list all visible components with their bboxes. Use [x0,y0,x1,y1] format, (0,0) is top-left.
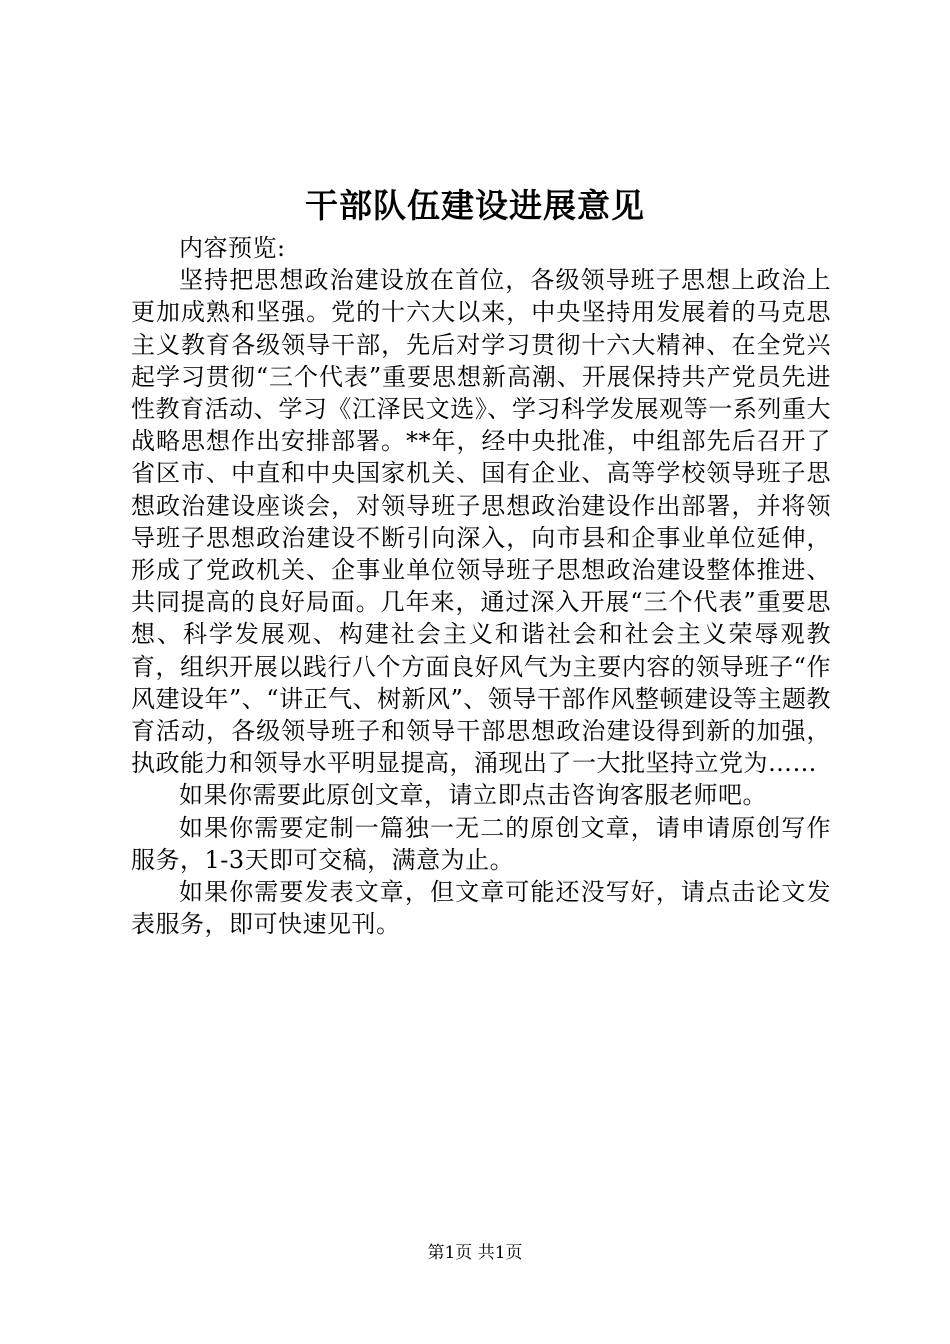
document-body [131,232,831,940]
page-indicator: 第1页 共1页 [427,1243,523,1263]
main-paragraph: 坚持把思想政治建设放在首位，各级领导班子思想上政治上更加成熟和坚强。党的十六大以来，中央坚持用发展着的马克思主义教育各级领导干部，先后对学习贯彻十六大精神、在全党兴起学习贯彻“三个代表”重要思想新高潮、开展保持共产党员先进性教育活动、学习《江泽民文选》、学习科学发展观等一系列重大战略思想作出安排部署。**年，经中央批准，中组部先后召开了省区市、中直和中央国家机关、国有企业、高等学校领导班子思想政治建设座谈会，对领导班子思想政治建设作出部署，并将领导班子思想政治建设不断引向深入，向市县和企事业单位延伸，形成了党政机关、企事业单位领导班子思想政治建设整体推进、共同提高的良好局面。几年来，通过深入开展“三个代表”重要思想、科学发展观、构建社会主义和谐社会和社会主义荣辱观教育，组织开展以践行八个方面良好风气为主要内容的领导班子“作风建设年”、“讲正气、树新风”、领导干部作风整顿建设等主题教育活动，各级领导班子和领导干部思想政治建设得到新的加强，执政能力和领导水平明显提高，涌现出了一大批坚持立党为…… [131,266,831,778]
notice-publication: 如果你需要发表文章，但文章可能还没写好，请点击论文发表服务，即可快速见刊。 [131,878,831,939]
document-title: 干部队伍建设进展意见 [305,186,645,225]
preview-label: 内容预览: [179,234,286,262]
notice-consult: 如果你需要此原创文章，请立即点击咨询客服老师吧。 [179,781,767,810]
notice-custom-writing: 如果你需要定制一篇独一无二的原创文章，请申请原创写作服务，1-3天即可交稿，满意为止。 [131,813,831,874]
